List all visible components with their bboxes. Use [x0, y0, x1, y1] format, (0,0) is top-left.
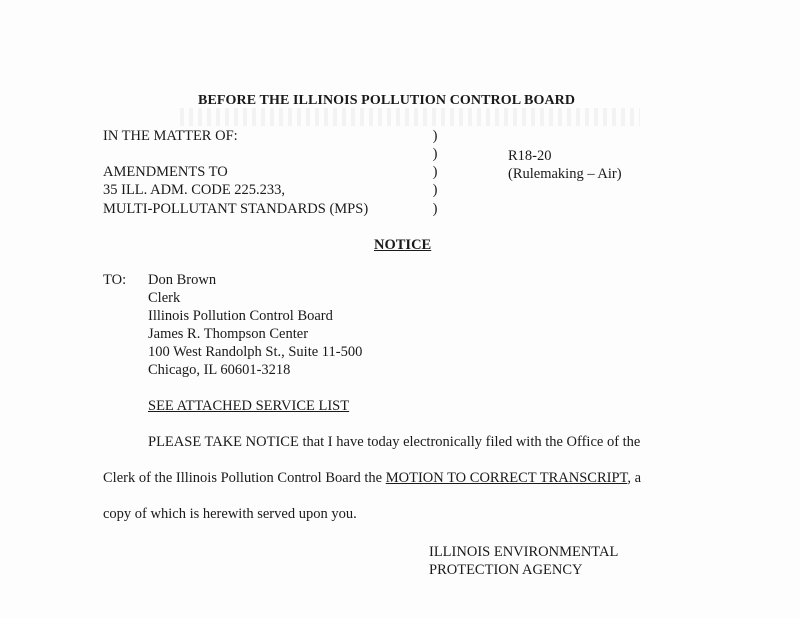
- signature-line-1: ILLINOIS ENVIRONMENTAL: [429, 544, 619, 560]
- caption-title-line-3: MULTI-POLLUTANT STANDARDS (MPS): [103, 201, 369, 217]
- caption-paren: ): [432, 146, 438, 162]
- addressee-line-6: Chicago, IL 60601-3218: [148, 362, 291, 378]
- notice-body-line-3: copy of which is herewith served upon you.: [103, 506, 357, 522]
- notice-body-text: Clerk of the Illinois Pollution Control Board the: [103, 470, 386, 486]
- service-list-link[interactable]: SEE ATTACHED SERVICE LIST: [148, 398, 350, 414]
- matter-label: IN THE MATTER OF:: [103, 128, 238, 144]
- case-type: (Rulemaking – Air): [508, 166, 622, 182]
- caption-title-line-2: 35 ILL. ADM. CODE 225.233,: [103, 182, 286, 198]
- addressee-line-4: James R. Thompson Center: [148, 326, 309, 342]
- notice-body-line-2: [103, 469, 641, 487]
- caption-paren: ): [432, 128, 438, 144]
- motion-link[interactable]: MOTION TO CORRECT TRANSCRIPT: [385, 470, 628, 486]
- bleed-through-artifact: [180, 108, 640, 126]
- caption-paren: ): [432, 201, 438, 217]
- case-number: R18-20: [508, 148, 552, 164]
- caption-title-line-1: AMENDMENTS TO: [103, 164, 228, 180]
- caption-paren: ): [432, 182, 438, 198]
- signature-line-2: PROTECTION AGENCY: [429, 562, 583, 578]
- notice-body-text: , a: [627, 470, 641, 486]
- addressee-line-5: 100 West Randolph St., Suite 11-500: [148, 344, 363, 360]
- addressee-line-1: Don Brown: [148, 272, 217, 288]
- addressee-line-2: Clerk: [148, 290, 181, 306]
- addressee-line-3: Illinois Pollution Control Board: [148, 308, 333, 324]
- notice-body-line-1: PLEASE TAKE NOTICE that I have today electronically filed with the Office of the: [148, 434, 641, 450]
- notice-title: NOTICE: [374, 237, 432, 253]
- caption-paren: ): [432, 164, 438, 180]
- to-label: TO:: [103, 272, 127, 288]
- caption-heading: BEFORE THE ILLINOIS POLLUTION CONTROL BOARD: [198, 93, 576, 108]
